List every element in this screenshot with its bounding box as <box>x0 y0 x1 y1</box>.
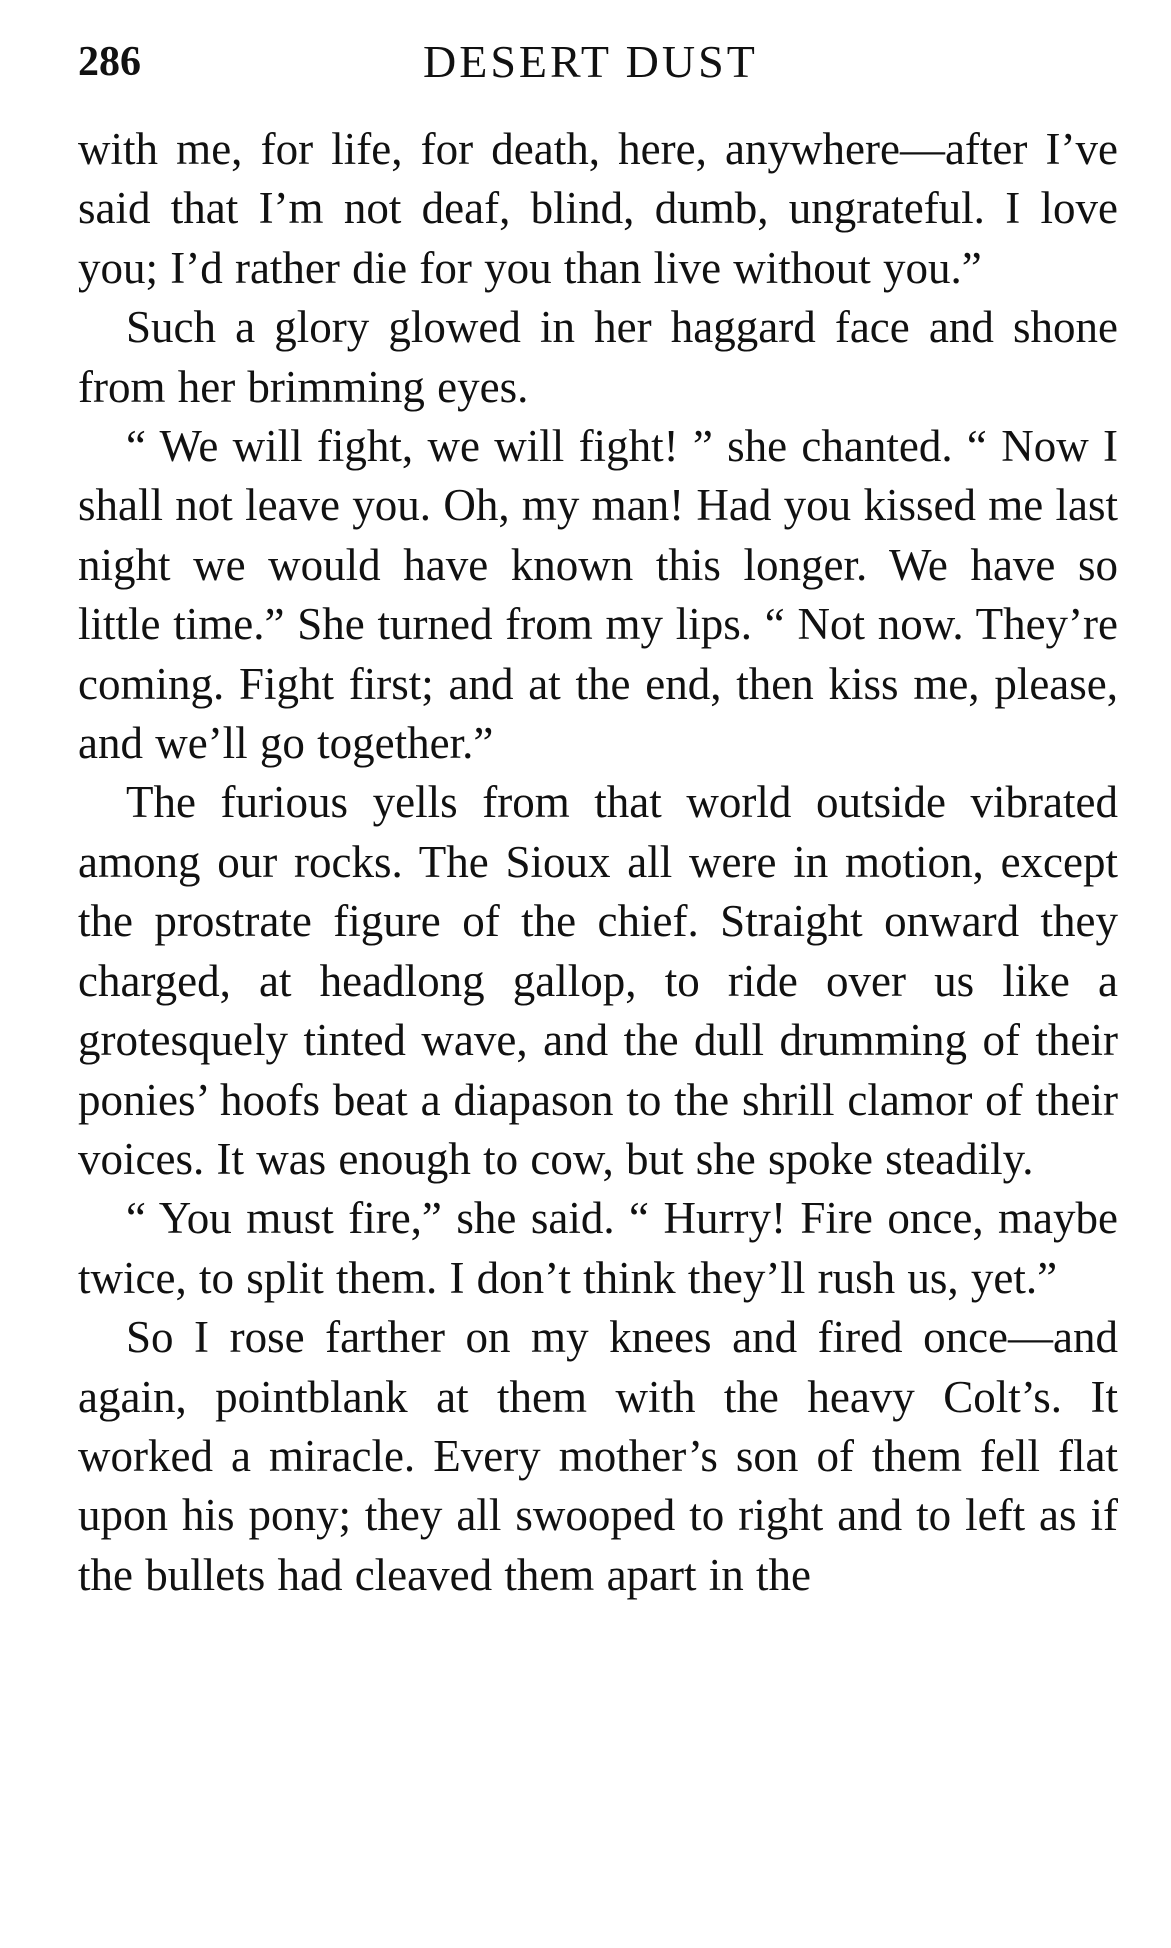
running-head <box>78 32 1118 92</box>
paragraph: “ You must fire,” she said. “ Hurry! Fire once, maybe twice, to split them. I don’t think they’ll rush us, yet.” <box>78 1193 1118 1303</box>
paragraph-continued: with me, for life, for death, here, anywhere—after I’ve said that I’m not deaf, blind, dumb, ungrateful. I love you; I’d rather die for you than live without you.” <box>78 124 1118 293</box>
paragraph: The furious yells from that world outside vibrated among our rocks. The Sioux all were in motion, except the prostrate figure of the chief. Straight onward they charged, at headlong gallop, to ride over us like a grotesquely tinted wave, and the dull drumming of their ponies’ hoofs beat a diapason to the shrill clamor of their voices. It was enough to cow, but she spoke steadily. <box>78 777 1118 1184</box>
book-title: DESERT DUST <box>423 36 758 87</box>
paragraph: Such a glory glowed in her haggard face and shone from her brimming eyes. <box>78 302 1118 412</box>
paragraph: So I rose farther on my knees and fired once—and again, pointblank at them with the heavy Colt’s. It worked a miracle. Every mother’s son of them fell flat upon his pony; they all swooped to right and to left as if the bullets had cleaved them apart in the <box>78 1312 1118 1600</box>
body-text <box>78 120 1118 1605</box>
paragraph: “ We will fight, we will fight! ” she chanted. “ Now I shall not leave you. Oh, my man! Had you kissed me last night we would have known this longer. We have so little time.” She turned from my lips. “ Not now. They’re coming. Fight first; and at the end, then kiss me, please, and we’ll go together.” <box>78 421 1118 769</box>
page-number: 286 <box>78 39 141 85</box>
